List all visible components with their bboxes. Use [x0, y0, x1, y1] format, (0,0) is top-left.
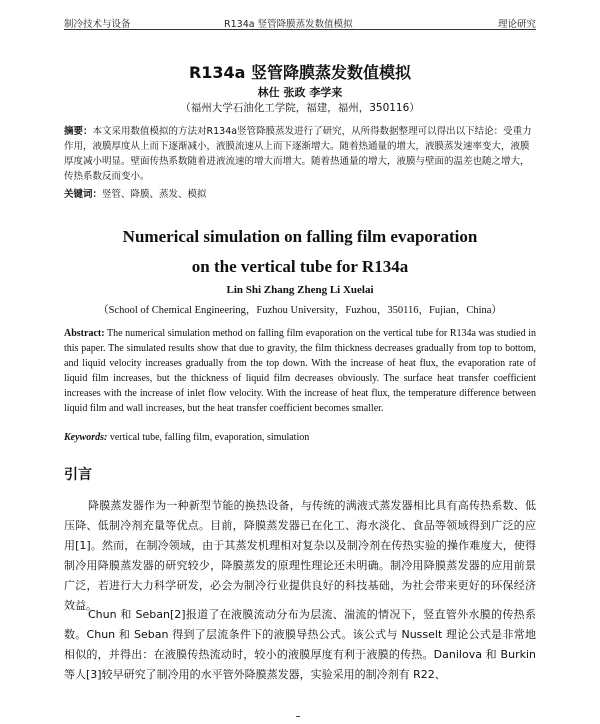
cn-affiliation: （福州大学石油化工学院，福建，福州，350116）: [180, 102, 420, 114]
cn-abstract: [64, 124, 536, 184]
en-abstract-text: The numerical simulation method on falling film evaporation on the vertical tube for R134a was studied in this paper. The simulated results show that due to gravity, the film thickness decreases gradually from top to bottom, and liquid velocity increases gradually from the top down. With the increase of heat flux, the evaporation rate of liquid film increases, but the thickness of liquid film decreases obviously. The surface heat transfer coefficient increases with the increase of inlet flow velocity. With the increase of heat flux, the temperature difference between liquid film and wall increases, but the heat transfer coefficient becomes smaller.: [64, 328, 536, 414]
running-header: [64, 6, 536, 28]
en-abstract: [64, 326, 536, 416]
cn-abstract-label: 摘要：: [64, 126, 93, 137]
en-keywords: [64, 432, 536, 443]
page-footer-mark: [296, 716, 300, 717]
cn-authors: 林仕 张政 李学来: [257, 86, 343, 99]
en-authors: Lin Shi Zhang Zheng Li Xuelai: [226, 284, 374, 296]
en-affiliation: （School of Chemical Engineering，Fuzhou University，Fuzhou，350116，Fujian，China）: [98, 305, 502, 316]
en-title-line1: Numerical simulation on falling film evaporation: [122, 227, 478, 246]
cn-abstract-text: 本文采用数值模拟的方法对R134a竖管降膜蒸发进行了研究，从所得数据整理可以得出以下结论：受重力作用，液膜厚度从上而下逐渐减小，液膜流速从上而下逐渐增大。随着热通量的增大，液膜蒸发速率变大，液膜厚度减小明显。壁面传热系数随着进液流速的增大而增大。随着热通量的增大，液膜与壁面的温差也随之增大，传热系数反而变小。: [64, 126, 532, 182]
cn-title: R134a 竖管降膜蒸发数值模拟: [188, 63, 412, 82]
header-rule: [64, 29, 536, 30]
header-journal: 制冷技术与设备: [64, 19, 131, 30]
en-title: [0, 222, 600, 282]
intro-paragraph-2: Chun 和 Seban[2]报道了在液膜流动分布为层流、湍流的情况下，竖直管外水膜的传热系数。Chun 和 Seban 得到了层流条件下的液膜导热公式。该公式与 Nusselt 理论公式是非常地相似的，并得出：在液膜传热流动时，较小的液膜厚度有利于液膜的传热。Danilova 和 Burkin 等人[3]较早研究了制冷用的水平管外降膜蒸发器，实验采用的制冷剂有 R22、: [64, 608, 536, 681]
cn-keywords: [64, 186, 536, 200]
cn-keywords-label: 关键词：: [64, 189, 103, 200]
section-heading-intro: 引言: [64, 467, 92, 483]
cn-keywords-text: 竖管、降膜、蒸发、模拟: [102, 189, 207, 200]
en-keywords-text: vertical tube, falling film, evaporation, simulation: [107, 432, 310, 443]
header-section: 理论研究: [497, 19, 536, 30]
en-keywords-label: Keywords:: [64, 432, 108, 443]
en-abstract-label: Abstract:: [64, 328, 105, 339]
header-article-title: R134a 竖管降膜蒸发数值模拟: [224, 19, 353, 30]
en-title-line2: on the vertical tube for R134a: [191, 257, 409, 276]
intro-paragraph-1: 降膜蒸发器作为一种新型节能的换热设备，与传统的满液式蒸发器相比具有高传热系数、低压降、低制冷剂充量等优点。目前，降膜蒸发器已在化工、海水淡化、食品等领域得到广泛的应用[1]。然而，在制冷领域，由于其蒸发机理相对复杂以及制冷剂在传热实验的操作难度大，使得制冷用降膜蒸发器的研究较少，降膜蒸发的原理性理论还未明确。制冷用降膜蒸发器的应用前景广泛，若进行大力科学研发，必会为制冷行业提供良好的科技基础，为社会带来更好的环保经济效益。: [64, 499, 536, 612]
